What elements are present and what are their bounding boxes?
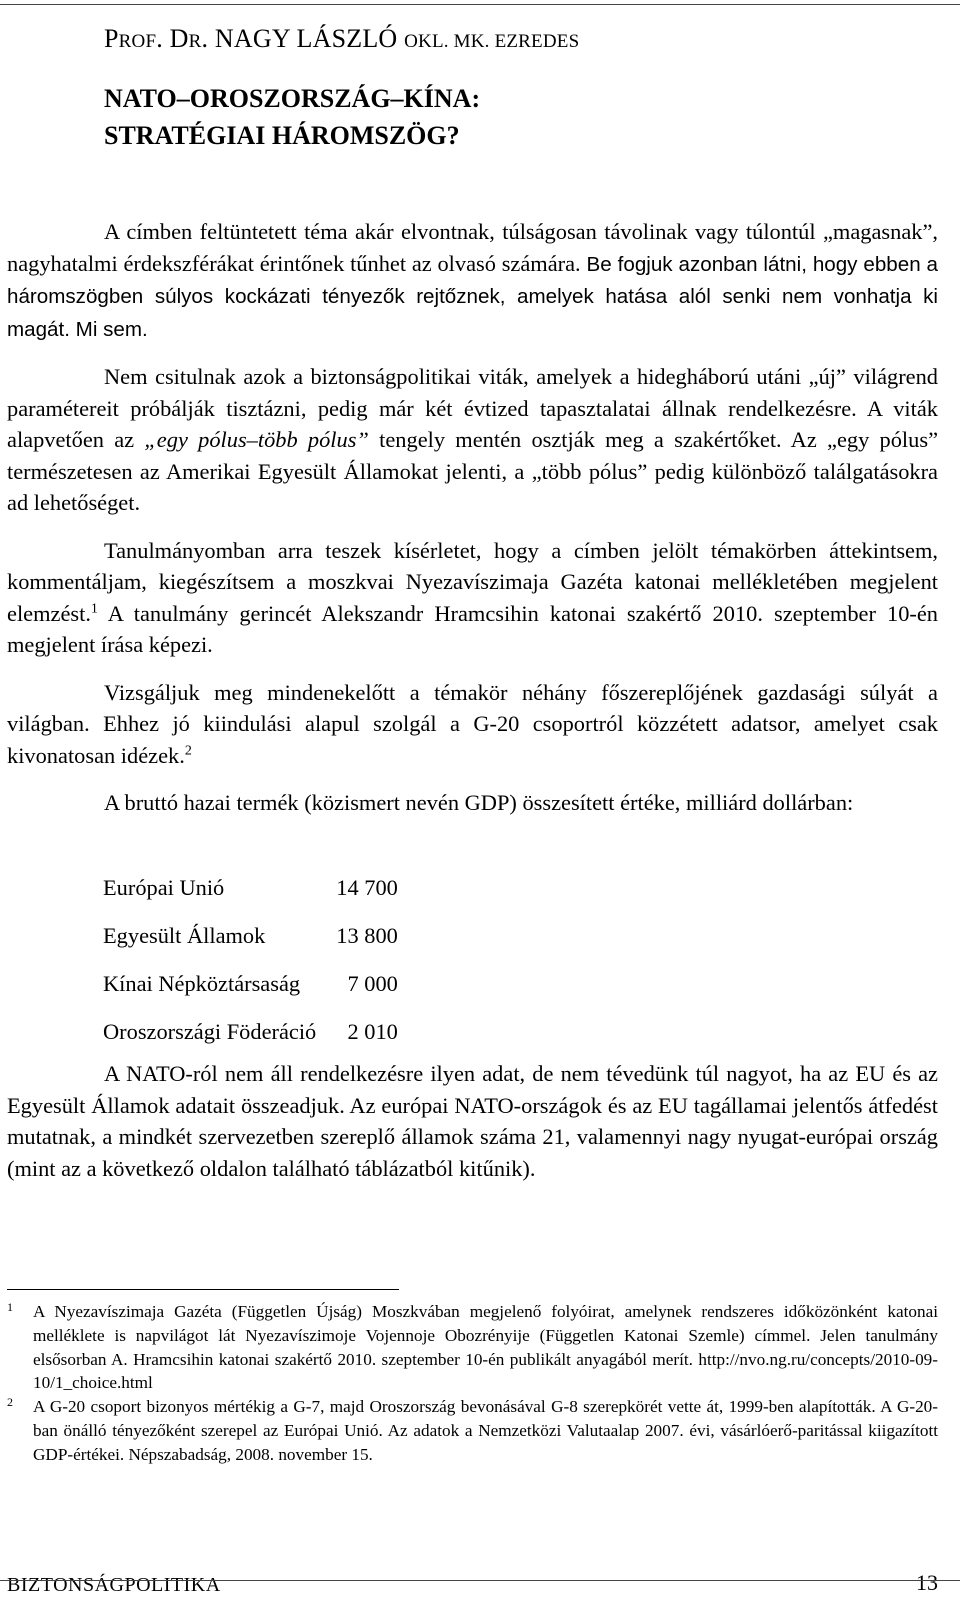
gdp-value-cell: 7 000 xyxy=(347,971,398,996)
paragraph-g20: Vizsgáljuk meg mindenekelőtt a témakör néhány főszereplőjének gazdasági súlyát a világban. Ehhez jó kiindulási alapul szolgál a G-20 csoportról közzétett adatsor, amelyet csak kivonatosan idézek.$^2$ xyxy=(7,679,938,768)
paragraph-study: Tanulmányomban arra teszek kísérletet, hogy a címben jelölt témakörben áttekintsem, kommentáljam, kiegészítsem a moszkvai Nyezavíszimaja Gazéta katonai mellékletében megjelent elemzést.$^1$ A tanulmány gerincét Alekszandr Hramcsihin katonai szakértő 2010. szeptember 10-én megjelent írása képezi. xyxy=(7,537,938,657)
page-number: 13 xyxy=(916,1570,938,1595)
author-rank: OKL. MK. EZREDES xyxy=(404,31,580,52)
country-cell: Egyesült Államok xyxy=(103,923,266,948)
author-line xyxy=(104,24,579,54)
footnote-1 xyxy=(7,1300,938,1395)
table-row xyxy=(103,960,398,1008)
paragraph-gdp-intro: A bruttó hazai termék (közismert nevén GDP) összesített értéke, milliárd dollárban: xyxy=(104,790,854,815)
gdp-table xyxy=(103,864,398,1056)
article-title xyxy=(104,80,480,154)
footnote-text: A Nyezavíszimaja Gazéta (Független Újság) Moszkvában megjelenő folyóirat, amelynek rendszeres időközönként katonai melléklete is napvilágot lát Nyezavíszimoje Vojennoje Obozrényije (Független Katonai Szemle) címmel. Jelen tanulmány elsősorban A. Hramcsihin katonai szakértő 2010. szeptember 10-én publikált anyagából merít. http://nvo.ng.ru/concepts/2010-09-10/1_choice.html xyxy=(33,1302,938,1393)
footnote-2 xyxy=(7,1395,938,1466)
country-cell: Európai Unió xyxy=(103,875,225,900)
footnotes xyxy=(7,1300,938,1467)
author-name: NAGY LÁSZLÓ xyxy=(214,24,405,53)
top-rule xyxy=(0,4,960,5)
country-cell: Kínai Népköztársaság xyxy=(103,971,301,996)
country-cell: Oroszországi Föderáció xyxy=(103,1019,317,1044)
footnote-number: 2 xyxy=(7,1395,13,1410)
table-row xyxy=(103,1008,398,1056)
author-dr-rest: R xyxy=(188,31,202,52)
gdp-value-cell: 13 800 xyxy=(336,923,398,948)
title-line-1: NATO–OROSZORSZÁG–KÍNA: xyxy=(104,84,481,113)
footnote-text: A G-20 csoport bizonyos mértékig a G-7, majd Oroszország bevonásával G-8 szerepkörét vette át, 1999-ben alapították. A G-20-ban önálló tényezőként szerepel az Európai Unió. Az adatok a Nemzetközi Valutaalap 2007. évi, vásárlóerő-paritással kiigazított GDP-értékei. Népszabadság, 2008. november 15. xyxy=(33,1397,938,1464)
body-section-2 xyxy=(7,1058,938,1200)
footnote-separator xyxy=(7,1289,399,1290)
body-section-1 xyxy=(7,216,938,825)
footnote-ref-1[interactable]: 1 xyxy=(90,601,98,617)
journal-name: BIZTONSÁGPOLITIKA xyxy=(7,1574,221,1596)
paragraph-intro-sans: Be fogjuk azonban látni, hogy ebben a háromszögben súlyos kockázati tényezők rejtőznek, amelyek hatása alól senki nem vonhatja ki magát. Mi sem. xyxy=(7,252,938,341)
italic-term: „egy pólus–több pólus” xyxy=(144,427,369,452)
footer-rule xyxy=(0,1580,960,1581)
footnote-ref-2[interactable]: 2 xyxy=(184,743,192,759)
author-dot: . xyxy=(201,24,215,53)
title-line-2: STRATÉGIAI HÁROMSZÖG? xyxy=(104,121,460,150)
gdp-value-cell: 14 700 xyxy=(336,875,398,900)
author-prof-rest: ROF xyxy=(118,31,157,52)
author-dr-initial: D xyxy=(169,24,189,53)
author-prof-initial: P xyxy=(104,24,119,53)
table-row xyxy=(103,864,398,912)
paragraph-intro: A címben feltüntetett téma akár elvontnak, túlságosan távolinak vagy túlontúl „magasnak”, nagyhatalmi érdekszférákat érintőnek tűnhet az olvasó számára. Be fogjuk azonban látni, hogy ebben a háromszögben súlyos kockázati tényezők rejtőznek, amelyek hatása alól senki nem vonhatja ki magát. Mi sem. xyxy=(7,219,938,341)
author-dot: . xyxy=(156,24,170,53)
paragraph-nato: A NATO-ról nem áll rendelkezésre ilyen adat, de nem tévedünk túl nagyot, ha az EU és az Egyesült Államok adatait összeadjuk. Az európai NATO-országok és az EU tagállamai jelentős átfedést mutatnak, a mindkét szervezetben szereplő államok száma 21, valamennyi nagy nyugat-európai ország (mint az a következő oldalon található táblázatból kitűnik). xyxy=(7,1061,938,1181)
paragraph-debate: Nem csitulnak azok a biztonságpolitikai viták, amelyek a hidegháború utáni „új” világrend paramétereit próbálják tisztázni, pedig már két évtized tapasztalatai állnak rendelkezésre. A viták alapvetően az „egy pólus–több pólus” tengely mentén osztják meg a szakértőket. Az „egy pólus” természetesen az Amerikai Egyesült Államokat jelenti, a „több pólus” pedig különböző találgatásokra ad lehetőséget. xyxy=(7,364,939,515)
table-row xyxy=(103,912,398,960)
footnote-number: 1 xyxy=(7,1300,13,1314)
gdp-value-cell: 2 010 xyxy=(347,1019,398,1044)
